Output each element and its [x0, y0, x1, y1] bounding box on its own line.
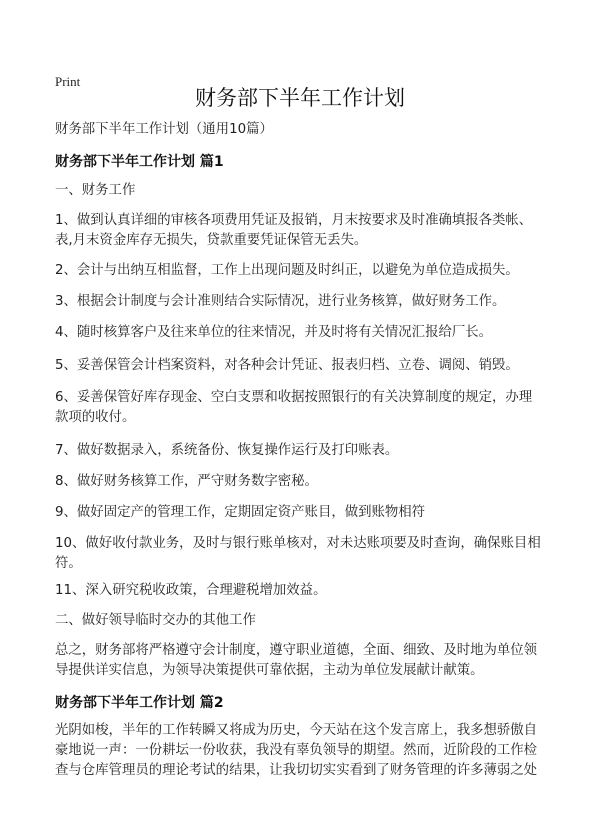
text-line: 6、妥善保管好库存现金、空白支票和收据按照银行的有关决算制度的规定，办理 [55, 390, 533, 405]
summary-paragraph [55, 641, 537, 681]
list-item [55, 503, 425, 523]
list-item [55, 261, 519, 281]
list-item [55, 534, 541, 574]
text-line: 表,月末资金库存无损失，贷款重要凭证保管无丢失。 [55, 233, 368, 248]
text-line: 10、做好收付款业务，及时与银行账单核对，对未达账项要及时查询，确保账目相 [55, 536, 541, 551]
text-line: 1、做到认真详细的审核各项费用凭证及报销，月末按要求及时准确填报各类帐、 [55, 213, 533, 228]
list-item [55, 441, 398, 461]
text-line: 5、妥善保管会计档案资料，对各种会计凭证、报表归档、立卷、调阅、销毁。 [55, 358, 519, 373]
text-line: 符。 [55, 556, 82, 571]
text-line: 3、根据会计制度与会计准则结合实际情况，进行业务核算，做好财务工作。 [55, 294, 506, 309]
text-line: 导提供详实信息，为领导决策提供可靠依据，主动为单位发展献计献策。 [55, 663, 484, 678]
text-line: 总之，财务部将严格遵守会计制度，遵守职业道德，全面、细致、及时地为单位领 [55, 643, 538, 658]
section-heading-2: 财务部下半年工作计划 篇2 [55, 695, 224, 711]
print-link[interactable]: Print [55, 74, 81, 89]
part-heading-1: 一、财务工作 [55, 183, 136, 198]
section-heading-1: 财务部下半年工作计划 篇1 [55, 154, 224, 170]
list-item [55, 356, 519, 376]
text-line: 4、随时核算客户及往来单位的往来情况，并及时将有关情况汇报给厂长。 [55, 325, 493, 340]
text-line: 豪地说一声：一份耕坛一份收获，我没有辜负领导的期望。然而，近阶段的工作检 [55, 743, 538, 758]
text-line: 8、做好财务核算工作，严守财务数字密秘。 [55, 474, 318, 489]
text-line: 9、做好固定产的管理工作，定期固定资产账目，做到账物相符 [55, 505, 426, 520]
text-line: 光阴如梭，半年的工作转瞬又将成为历史，今天站在这个发言席上，我多想骄傲自 [55, 723, 538, 738]
text-line: 款项的收付。 [55, 410, 136, 425]
text-line: 查与仓库管理员的理论考试的结果，让我切切实实看到了财务管理的许多薄弱之处 [55, 763, 538, 778]
section2-paragraph [55, 721, 537, 781]
list-item [55, 472, 318, 492]
list-item [55, 292, 505, 312]
text-line: 11、深入研究税收政策，合理避税增加效益。 [55, 583, 327, 598]
part-heading-2: 二、做好领导临时交办的其他工作 [55, 613, 256, 628]
list-item [55, 323, 492, 343]
list-item [55, 211, 532, 251]
text-line: 7、做好数据录入，系统备份、恢复操作运行及打印账表。 [55, 443, 399, 458]
text-line: 2、会计与出纳互相监督，工作上出现问题及时纠正，以避免为单位造成损失。 [55, 263, 519, 278]
page-title: 财务部下半年工作计划 [195, 86, 405, 110]
list-item [55, 388, 532, 428]
subtitle: 财务部下半年工作计划（通用10篇） [55, 122, 273, 137]
list-item [55, 581, 326, 601]
